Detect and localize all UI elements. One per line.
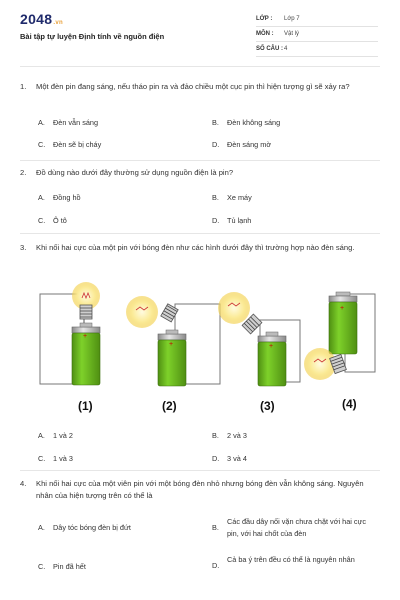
option-letter: B. [212,118,219,127]
option-letter: D. [212,140,220,149]
divider [20,470,380,471]
question-number: 3. [20,243,27,252]
option-text: Đèn không sáng [227,118,281,127]
logo-main: 2048 [20,11,53,27]
option-letter: C. [38,140,46,149]
option-text: 3 và 4 [227,454,247,463]
option-text: Các đầu dây nối vặn chưa chặt với hai cực pin, với hai chốt của đèn [227,517,367,538]
option-text: Ô tô [53,216,67,225]
figure-4-bulb-circuit [304,292,375,380]
divider [20,160,380,161]
question-1 [20,81,380,105]
meta-label: MÔN : [256,31,274,37]
circuit-diagram [20,272,380,422]
option-letter: D. [212,216,220,225]
option-letter: C. [38,454,46,463]
exam-header [0,0,400,66]
option-text: Tủ lạnh [227,216,252,225]
figure-label-4: (4) [342,397,357,411]
option-letter: A. [38,193,45,202]
option-text: Đèn sẽ bị cháy [53,140,102,149]
option-letter: B. [212,523,219,532]
option-text: Đèn sáng mờ [227,140,272,149]
meta-value: Lớp 7 [284,16,300,22]
option-text: 2 và 3 [227,431,247,440]
option-text: Xe máy [227,193,252,202]
circuit-figure [20,272,380,422]
svg-text:+: + [269,343,274,350]
figure-label-1: (1) [78,399,93,413]
question-number: 1. [20,82,27,91]
meta-subject-row [256,29,378,42]
divider [20,233,380,234]
option-text: 1 và 2 [53,431,73,440]
option-letter: A. [38,523,45,532]
option-letter: D. [212,454,220,463]
option-letter: B. [212,431,219,440]
option-text: Cả ba ý trên đều có thể là nguyên nhân [227,555,355,564]
figure-label-2: (2) [162,399,177,413]
question-text: Khi nối hai cực của một viên pin với một bóng đèn nhỏ nhưng bóng đèn vẫn không sáng. Nguyên nhân của hiện tượng trên có thể là [36,479,364,500]
meta-label: SỐ CÂU : [256,46,283,52]
question-2 [20,167,380,179]
figure-label-3: (3) [260,399,275,413]
worksheet-title: Bài tập tự luyện Định tính về nguồn điện [20,32,165,41]
figure-1-bulb-circuit [40,282,100,385]
option-letter: A. [38,118,45,127]
meta-label: LỚP : [256,16,273,22]
option-text: Đồng hồ [53,193,81,202]
meta-class-row [256,14,378,27]
figure-3-bulb-circuit [218,292,300,386]
question-text: Khi nối hai cực của một pin với bóng đèn như các hình dưới đây thì trường hợp nào đèn sáng. [36,243,355,252]
meta-value: 4 [284,46,288,52]
meta-value: Vật lý [284,31,300,37]
site-logo[interactable] [20,11,63,27]
option-letter: C. [38,562,46,571]
logo-suffix: .vn [53,20,63,26]
question-text: Đồ dùng nào dưới đây thường sử dụng nguồn điện là pin? [36,168,234,177]
question-4 [20,478,380,502]
option-text: 1 và 3 [53,454,73,463]
option-text: Pin đã hết [53,562,86,571]
option-text: Dây tóc bóng đèn bị đứt [53,523,131,532]
meta-count-row [256,44,378,57]
option-letter: D. [212,561,220,570]
divider [20,66,380,67]
option-letter: C. [38,216,46,225]
option-letter: A. [38,431,45,440]
question-text: Một đèn pin đang sáng, nếu tháo pin ra và đảo chiều một cục pin thì hiện tượng gì sẽ xảy ra? [36,82,350,91]
svg-text:+: + [340,305,345,312]
option-text: Đèn vẫn sáng [53,118,99,127]
svg-text:+: + [169,341,174,348]
question-number: 2. [20,168,27,177]
question-3 [20,242,380,266]
figure-2-bulb-circuit [126,296,220,386]
svg-text:+: + [83,333,88,340]
option-letter: B. [212,193,219,202]
question-number: 4. [20,479,27,488]
